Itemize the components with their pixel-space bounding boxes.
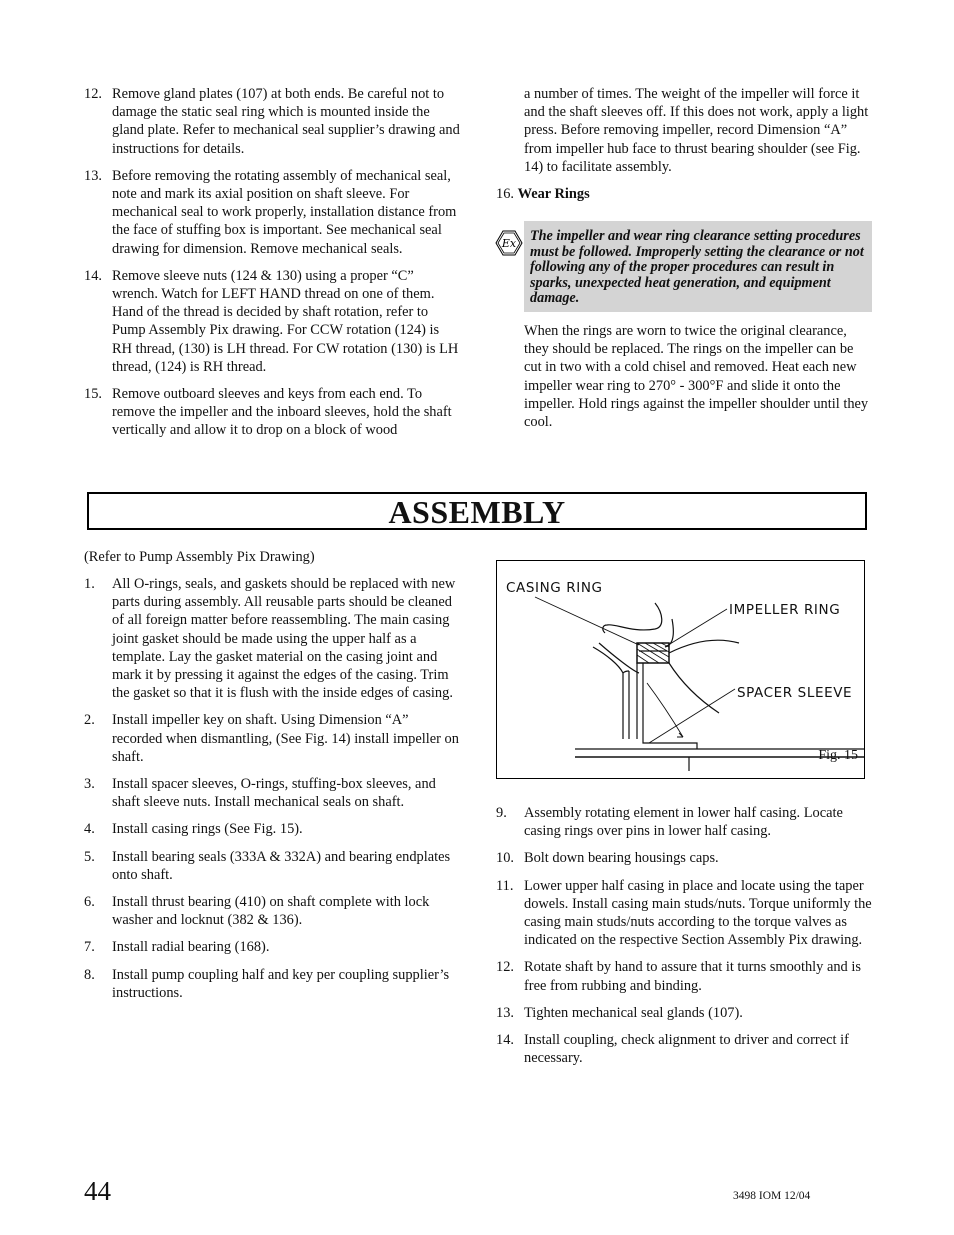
list-item [496, 1004, 872, 1022]
item-text: Assembly rotating element in lower half casing. Locate casing rings over pins in lower half casing. [524, 805, 843, 840]
list-item [496, 877, 872, 950]
wear-rings-number: 16. [496, 186, 514, 202]
item-text: Remove gland plates (107) at both ends. Be careful not to damage the static seal ring which is mounted inside the gland plate. Refer to mechanical seal supplier’s drawing and instructions for details. [112, 86, 460, 157]
list-item [496, 849, 872, 867]
item-number: 8. [84, 966, 95, 983]
fig-15-diagram [496, 560, 865, 779]
assembly-right-column [496, 804, 872, 1076]
item-number: 13. [84, 167, 102, 184]
item-number: 7. [84, 939, 95, 956]
list-item [84, 711, 460, 766]
item-number: 2. [84, 712, 95, 729]
item-text: Install pump coupling half and key per coupling supplier’s instructions. [112, 966, 450, 1001]
disassembly-left-column [84, 85, 460, 449]
item-number: 10. [496, 850, 514, 867]
item-text: Lower upper half casing in place and locate using the taper dowels. Install casing main studs/nuts. Torque uniformly the casing main studs/nuts according to the torque valves as indicated on the respective Section Assembly Pix drawing. [524, 877, 872, 949]
svg-text:Ex: Ex [501, 237, 517, 250]
list-item [84, 820, 460, 838]
list-item [84, 848, 460, 884]
warning-box: The impeller and wear ring clearance setting procedures must be followed. Improperly setting the clearance or not following any of the proper procedures can result in sparks, unexpected heat generation, and equipment damage. [524, 221, 872, 312]
assembly-heading: ASSEMBLY [388, 494, 566, 530]
item-text: Install casing rings (See Fig. 15). [112, 821, 303, 838]
item-number: 3. [84, 776, 95, 793]
item-number: 13. [496, 1004, 514, 1021]
label-casing-ring: CASING RING [506, 580, 603, 596]
list-item [84, 385, 460, 440]
wear-rings-title: Wear Rings [517, 186, 590, 202]
list-item [84, 267, 460, 376]
item-number: 6. [84, 894, 95, 911]
item-text: Tighten mechanical seal glands (107). [524, 1004, 743, 1021]
item-text: Install bearing seals (333A & 332A) and bearing endplates onto shaft. [112, 848, 451, 883]
item-number: 11. [496, 877, 514, 894]
item-text: Before removing the rotating assembly of mechanical seal, note and mark its axial position on shaft sleeve. For mechanical seal to work properly, installation distance from the face of stuffing box is important. See mechanical seal drawing for dimension. Remove mechanical seals. [112, 167, 457, 257]
assembly-left-column [84, 575, 460, 1011]
item-number: 1. [84, 576, 95, 592]
item-number: 5. [84, 848, 95, 865]
casing-ring-cross-section-drawing [497, 561, 864, 778]
item-text: Install spacer sleeves, O-rings, stuffing-box sleeves, and shaft sleeve nuts. Install mechanical seals on shaft. [112, 776, 436, 811]
wear-rings-heading [496, 185, 796, 203]
assembly-intro: (Refer to Pump Assembly Pix Drawing) [84, 549, 315, 565]
item-text: Install thrust bearing (410) on shaft complete with lock washer and locknut (382 & 136). [112, 894, 430, 929]
item-text: All O-rings, seals, and gaskets should be replaced with new parts during assembly. All reusable parts should be cleaned of all foreign matter before reassembling. The main casing joint gasket should be made using the upper half as a template. Lay the gasket material on the casing joint and mark it by pressing it against the edges of the casing. Trim the gasket so that it is flush with the inside edges of casing. [112, 576, 456, 702]
item-number: 14. [496, 1032, 514, 1049]
item-number: 15. [84, 386, 102, 403]
list-item [84, 775, 460, 811]
item-number: 12. [496, 959, 514, 976]
list-item [84, 575, 460, 702]
item-text: Install coupling, check alignment to driver and correct if necessary. [524, 1032, 849, 1067]
item-text: Remove sleeve nuts (124 & 130) using a proper “C” wrench. Watch for LEFT HAND thread on one of them. Hand of the thread is decided by shaft rotation, refer to Pump Assembly Pix drawing. For CCW rotation (124) is RH thread, (130) is LH thread. For CW rotation (130) is LH thread, (124) is RH thread. [112, 267, 459, 375]
list-item [84, 893, 460, 929]
item-number: 14. [84, 267, 102, 284]
figure-caption: Fig. 15 [818, 747, 858, 763]
item-text: Bolt down bearing housings caps. [524, 850, 719, 867]
list-item [84, 938, 460, 956]
label-spacer-sleeve: SPACER SLEEVE [737, 685, 853, 701]
label-impeller-ring: IMPELLER RING [729, 602, 841, 618]
item-text: Rotate shaft by hand to assure that it turns smoothly and is free from rubbing and binding. [524, 959, 861, 994]
item-number: 4. [84, 821, 95, 838]
list-item [496, 1031, 872, 1067]
page-number: 44 [84, 1176, 111, 1206]
document-code: 3498 IOM 12/04 [733, 1190, 811, 1202]
item-text: Install radial bearing (168). [112, 939, 270, 956]
item-number: 12. [84, 86, 102, 102]
item-15-continued: a number of times. The weight of the impeller will force it and the shaft sleeves off. If this does not work, apply a light press. Before removing impeller, record Dimension “A” from impeller hub face to thrust bearing shoulder (see Fig. 14) to facilitate assembly. [524, 86, 869, 175]
list-item [496, 804, 872, 840]
item-text: Remove outboard sleeves and keys from each end. To remove the impeller and the inboard sleeves, hold the shaft vertically and allow it to drop on a block of wood [112, 386, 452, 439]
atex-ex-hexagon-icon [495, 230, 523, 256]
item-number: 9. [496, 805, 507, 821]
item-text: Install impeller key on shaft. Using Dimension “A” recorded when dismantling, (See Fig. 14) install impeller on shaft. [112, 712, 459, 765]
wear-rings-body: When the rings are worn to twice the original clearance, they should be replaced. The rings on the impeller can be cut in two with a cold chisel and removed. Heat each new impeller wear ring to 270° - 300°F and slide it onto the impeller. Hold rings against the impeller shoulder until they cool. [524, 323, 869, 431]
list-item [84, 167, 460, 258]
list-item [496, 958, 872, 994]
assembly-heading-banner [87, 492, 867, 530]
list-item [84, 966, 460, 1002]
list-item [84, 85, 460, 158]
